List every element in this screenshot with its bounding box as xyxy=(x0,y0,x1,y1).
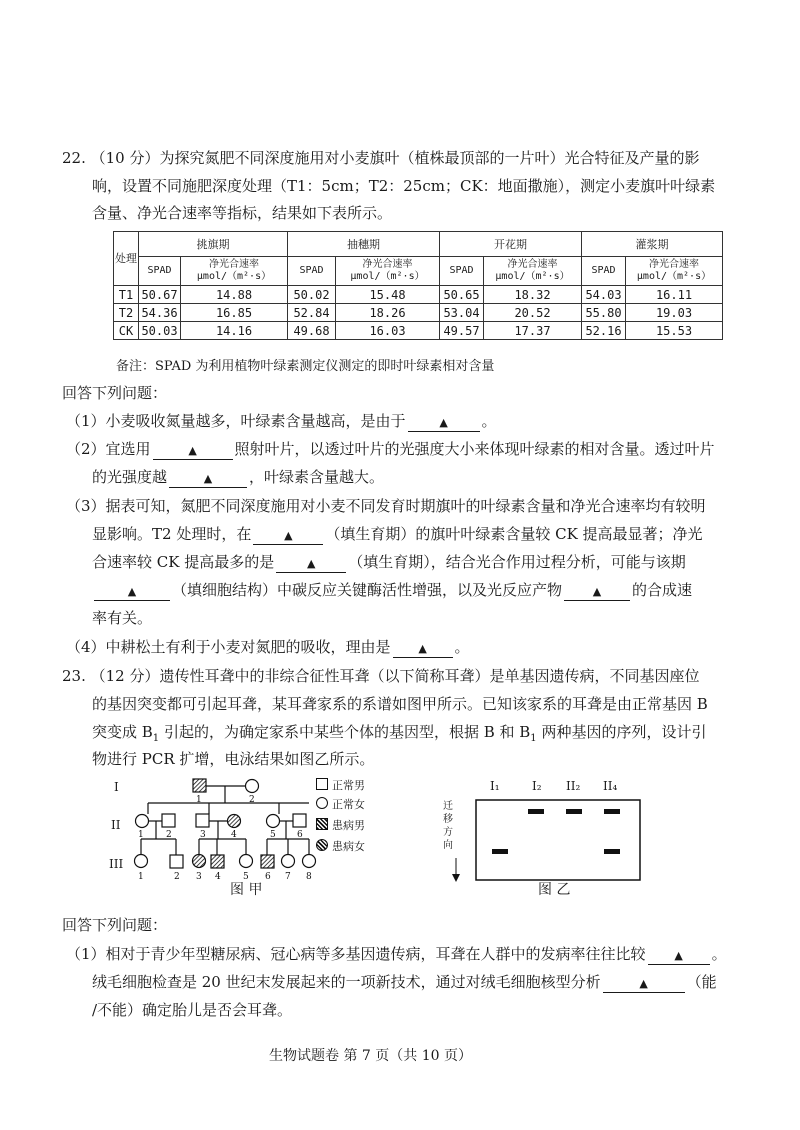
cell: 50.67 xyxy=(139,286,181,304)
cell: 50.65 xyxy=(440,286,484,304)
q23-line4: 物进行 PCR 扩增，电泳结果如图乙所示。 xyxy=(92,750,375,768)
answer-blank[interactable]: ▲ xyxy=(408,413,480,432)
svg-text:6: 6 xyxy=(265,872,271,882)
q22-sub3: （3）据表可知，氮肥不同深度施用对小麦不同发育时期旗叶的叶绿素含量和净光合速率均有较明 xyxy=(66,497,706,515)
stage-header: 挑旗期 xyxy=(139,232,288,257)
lane-label: II₄ xyxy=(603,779,618,793)
cell: 16.03 xyxy=(336,322,440,340)
table-row xyxy=(114,286,723,304)
lane-label: I₂ xyxy=(532,779,542,793)
cell: 18.32 xyxy=(484,286,582,304)
answer-blank[interactable]: ▲ xyxy=(564,582,630,601)
stage-header: 开花期 xyxy=(440,232,582,257)
q22-sub3-cont: 率有关。 xyxy=(92,609,153,627)
spad-header: SPAD xyxy=(582,257,626,286)
rate-header: 净光合速率 μmol/（m²·s） xyxy=(336,257,440,286)
q22-line3: 含量、净光合速率等指标，结果如下表所示。 xyxy=(92,204,393,222)
cell: 19.03 xyxy=(626,304,723,322)
q23-line2: 的基因突变都可引起耳聋，某耳聋家系的系谱如图甲所示。已知该家系的耳聋是由正常基因 B xyxy=(92,695,708,713)
rate-header: 净光合速率 μmol/（m²·s） xyxy=(181,257,288,286)
gen-label-2: II xyxy=(111,818,121,832)
svg-text:7: 7 xyxy=(285,872,291,882)
legend-normal-male: 正常男 xyxy=(316,778,365,793)
svg-text:1: 1 xyxy=(196,795,202,805)
svg-text:3: 3 xyxy=(200,830,206,840)
gen-label-1: I xyxy=(114,780,119,794)
pedigree-affected-male xyxy=(193,779,206,792)
cell: 50.03 xyxy=(139,322,181,340)
cell: 15.53 xyxy=(626,322,723,340)
cell: 52.16 xyxy=(582,322,626,340)
q22-sub4: （4）中耕松土有利于小麦对氮肥的吸收，理由是 ▲ 。 xyxy=(66,638,470,656)
stage-header: 灌浆期 xyxy=(582,232,723,257)
svg-text:8: 8 xyxy=(306,872,312,882)
answer-blank[interactable]: ▲ xyxy=(169,469,247,488)
q22-sub3-cont: 合速率较 CK 提高最多的是 ▲ （填生育期），结合光合作用过程分析，可能与该期 xyxy=(92,553,686,571)
rate-header: 净光合速率 μmol/（m²·s） xyxy=(484,257,582,286)
svg-text:1: 1 xyxy=(138,830,144,840)
cell: 16.11 xyxy=(626,286,723,304)
cell: 52.84 xyxy=(288,304,336,322)
table-row xyxy=(114,322,723,340)
cell: 20.52 xyxy=(484,304,582,322)
svg-text:2: 2 xyxy=(166,830,172,840)
q23-sub1-cont: 绒毛细胞检查是 20 世纪末发展起来的一项新技术，通过对绒毛细胞核型分析 ▲ （能 xyxy=(92,973,717,991)
gel-band xyxy=(528,809,544,814)
table-row xyxy=(114,304,723,322)
answer-blank[interactable]: ▲ xyxy=(276,554,346,573)
table-note: 备注：SPAD 为利用植物叶绿素测定仪测定的即时叶绿素相对含量 xyxy=(116,359,495,374)
row-label: T1 xyxy=(114,286,139,304)
q22-sub1: （1）小麦吸收氮量越多，叶绿素含量越高，是由于 ▲ 。 xyxy=(66,412,497,430)
results-table xyxy=(113,231,723,340)
cell: 54.36 xyxy=(139,304,181,322)
lane-label: I₁ xyxy=(490,779,500,793)
legend-normal-female: 正常女 xyxy=(316,797,365,812)
gel-band xyxy=(566,809,582,814)
figure-a-caption: 图 甲 xyxy=(230,882,263,898)
spad-header: SPAD xyxy=(139,257,181,286)
legend-affected-male: 患病男 xyxy=(316,818,365,833)
svg-text:6: 6 xyxy=(297,830,303,840)
row-label: T2 xyxy=(114,304,139,322)
svg-text:1: 1 xyxy=(138,872,144,882)
spad-header: SPAD xyxy=(440,257,484,286)
q22-sub2-cont: 的光强度越 ▲ ，叶绿素含量越大。 xyxy=(92,468,385,486)
svg-text:2: 2 xyxy=(174,872,180,882)
gel-diagram xyxy=(440,790,650,890)
circle-icon xyxy=(316,797,328,809)
q23-sub1-cont: /不能）确定胎儿是否会耳聋。 xyxy=(92,1001,293,1019)
lane-label: II₂ xyxy=(566,779,581,793)
svg-text:5: 5 xyxy=(243,872,249,882)
cell: 15.48 xyxy=(336,286,440,304)
q23-line1: 23. （12 分）遗传性耳聋中的非综合征性耳聋（以下简称耳聋）是单基因遗传病，不同基因座位 xyxy=(62,667,700,685)
cell: 14.16 xyxy=(181,322,288,340)
cell: 54.03 xyxy=(582,286,626,304)
answer-blank[interactable]: ▲ xyxy=(393,639,453,658)
cell: 55.80 xyxy=(582,304,626,322)
hatched-square-icon xyxy=(316,818,328,830)
figure-b-caption: 图 乙 xyxy=(538,882,571,898)
hatched-circle-icon xyxy=(316,839,328,851)
stage-header: 抽穗期 xyxy=(288,232,440,257)
gel-band xyxy=(604,849,620,854)
svg-text:4: 4 xyxy=(231,830,237,840)
answer-prompt: 回答下列问题： xyxy=(62,384,168,402)
page-footer: 生物试题卷 第 7 页（共 10 页） xyxy=(269,1048,472,1064)
table-corner: 处理 xyxy=(114,232,139,286)
legend-affected-female: 患病女 xyxy=(316,839,365,854)
q22-sub2: （2）宜选用 ▲ 照射叶片，以透过叶片的光强度大小来体现叶绿素的相对含量。透过叶片 xyxy=(66,440,715,458)
q22-sub3-cont: ▲ （填细胞结构）中碳反应关键酶活性增强，以及光反应产物 ▲ 的合成速 xyxy=(92,580,692,601)
arrow-down-icon xyxy=(452,874,460,882)
svg-text:2: 2 xyxy=(249,795,255,805)
cell: 49.68 xyxy=(288,322,336,340)
answer-prompt: 回答下列问题： xyxy=(62,916,168,934)
cell: 49.57 xyxy=(440,322,484,340)
spad-header: SPAD xyxy=(288,257,336,286)
q23-line3: 突变成 $B_1$ 引起的，为确定家系中某些个体的基因型，根据 B 和 $B_1$ 两种基因的序列，设计引 xyxy=(92,723,707,744)
q23-sub1: （1）相对于青少年型糖尿病、冠心病等多基因遗传病，耳聋在人群中的发病率往往比较 ▲ 。 xyxy=(66,945,727,963)
answer-blank[interactable]: ▲ xyxy=(253,526,323,545)
gen-label-3: III xyxy=(109,857,124,871)
cell: 14.88 xyxy=(181,286,288,304)
svg-text:3: 3 xyxy=(196,872,202,882)
cell: 50.02 xyxy=(288,286,336,304)
q22-line2: 响，设置不同施肥深度处理（T1：5cm；T2：25cm；CK：地面撒施），测定小麦旗叶叶绿素 xyxy=(92,177,716,195)
pedigree-normal-female xyxy=(246,780,259,793)
row-label: CK xyxy=(114,322,139,340)
rate-header: 净光合速率 μmol/（m²·s） xyxy=(626,257,723,286)
cell: 16.85 xyxy=(181,304,288,322)
q22-sub3-cont: 显影响。T2 处理时，在 ▲ （填生育期）的旗叶叶绿素含量较 CK 提高最显著；净光 xyxy=(92,525,703,543)
answer-blank[interactable]: ▲ xyxy=(94,582,170,601)
migration-direction-label: 迁移方向 xyxy=(443,801,453,851)
cell: 17.37 xyxy=(484,322,582,340)
answer-blank[interactable]: ▲ xyxy=(603,974,685,993)
answer-blank[interactable]: ▲ xyxy=(153,441,233,460)
square-icon xyxy=(316,778,328,790)
cell: 18.26 xyxy=(336,304,440,322)
gel-band xyxy=(492,849,508,854)
gel-band xyxy=(604,809,620,814)
answer-blank[interactable]: ▲ xyxy=(648,946,710,965)
q22-line1: 22. （10 分）为探究氮肥不同深度施用对小麦旗叶（植株最顶部的一片叶）光合特征及产量的影 xyxy=(62,149,700,167)
svg-text:4: 4 xyxy=(215,872,221,882)
cell: 53.04 xyxy=(440,304,484,322)
svg-text:5: 5 xyxy=(270,830,276,840)
